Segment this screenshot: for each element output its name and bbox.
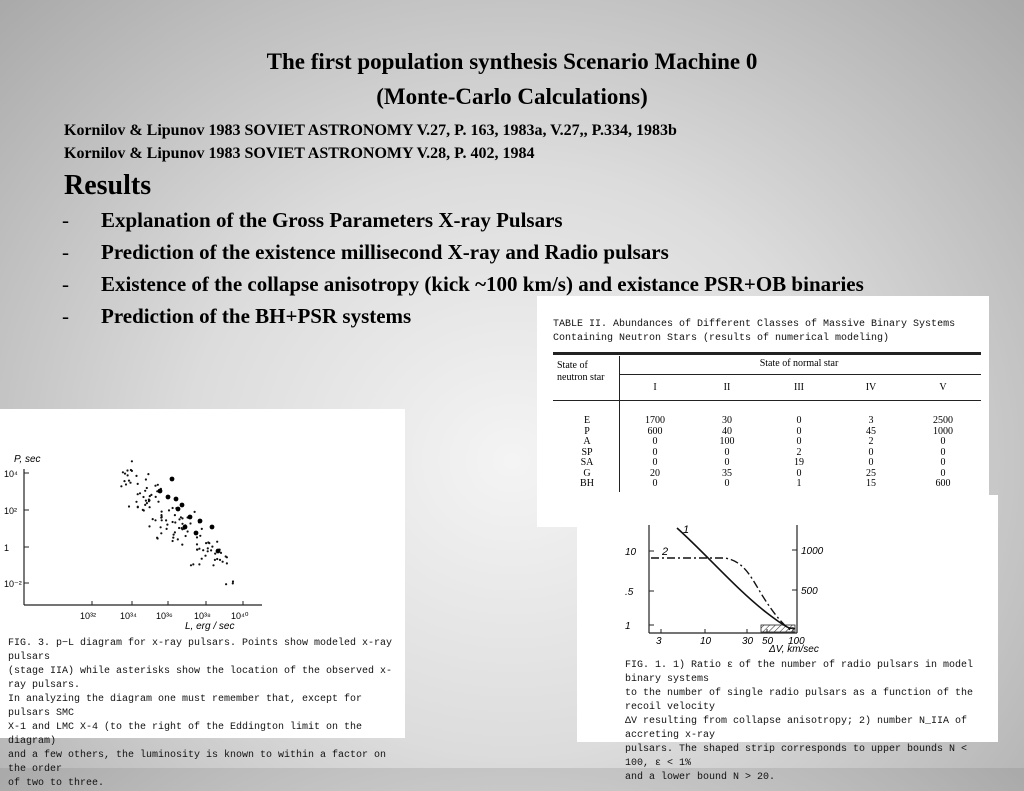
pl-caption-line: In analyzing the diagram one must remember that, except for pulsars SMC [8,694,363,719]
table-cell: 0 [652,436,658,447]
bullet-dash: - [62,272,69,296]
table-cell: 35 [722,467,732,479]
kick-x-tick-label: 30 [742,636,754,647]
pl-observed-pulsar [180,503,185,508]
pl-model-point [146,502,148,504]
table-cell: 2 [868,436,874,447]
pl-model-point [145,500,147,502]
pl-model-point [160,514,162,516]
pl-model-point [201,558,203,560]
bullet-dash: - [62,208,69,232]
pl-model-point [220,552,222,554]
table-cell: 0 [940,446,946,458]
pl-model-point [160,517,162,519]
pl-model-point [232,580,234,582]
table-row-label: G [583,467,591,479]
slide-title-line-1: The first population synthesis Scenario Machine 0 [266,49,758,74]
kick-left-tick-label: 1 [625,621,631,632]
kick-curve-label-2: 2 [662,546,669,558]
reference-1: Kornilov & Lipunov 1983 SOVIET ASTRONOMY V.27, P. 163, 1983a, V.27,, P.334, 1983b [64,122,677,139]
pl-model-point [204,555,206,557]
pl-model-point [194,511,196,513]
bullet-text: Existence of the collapse anisotropy (kick ~100 km/s) and existance PSR+OB binaries [101,272,864,296]
pl-diagram [0,409,405,634]
pl-model-point [129,482,131,484]
table-column-header: V [939,382,947,393]
table-cell: 0 [940,467,946,479]
table-cell: 0 [868,457,874,468]
results-list-item [62,242,952,263]
kick-x-tick-label: 50 [762,636,774,647]
pl-model-point [172,540,174,542]
table-cell: 3 [868,415,874,426]
kick-caption-line: and a lower bound N > 20. [625,772,776,783]
bullet-dash: - [62,240,69,264]
kick-left-tick-label: .5 [625,587,634,598]
table-cell: 0 [868,446,874,458]
pl-model-point [144,504,146,506]
pl-model-point [178,518,180,520]
pl-observed-pulsar [176,507,181,512]
column-group-header: State of normal star [759,358,839,369]
table-cell: 0 [724,457,730,468]
pl-model-point [137,506,139,508]
pl-model-point [161,519,163,521]
table-caption: TABLE II. Abundances of Different Classes of Massive Binary Systems Containing Neutron Stars (results of numerical modeling) [553,319,956,344]
pl-model-point [181,523,183,525]
pl-model-point [226,562,228,564]
kick-right-tick-label: 500 [801,586,818,597]
table-cell: 19 [794,457,804,468]
pl-model-point [166,524,168,526]
pl-y-tick-label: 1 [4,543,10,553]
pl-model-point [199,535,201,537]
pl-model-point [205,542,207,544]
table-column-header: III [794,382,804,393]
pl-model-point [148,500,150,502]
pl-model-point [160,526,162,528]
results-list-item [62,274,952,295]
pl-model-point [192,563,194,565]
pl-observed-pulsar [194,531,199,536]
reference-2: Kornilov & Lipunov 1983 SOVIET ASTRONOMY V.28, P. 402, 1984 [64,145,535,162]
pl-model-point [146,487,148,489]
kick-caption [625,659,995,785]
pl-caption-line: FIG. 3. p−L diagram for x-ray pulsars. Points show modeled x-ray pulsars [8,638,393,663]
pl-observed-pulsar [198,519,203,524]
pl-observed-pulsar [183,525,188,530]
pl-y-axis-label: P, sec [14,454,41,465]
pl-x-tick-label: 10⁴⁰ [231,611,249,621]
pl-model-point [168,509,170,511]
table-cell: 1 [796,478,802,489]
pl-model-point [172,507,174,509]
pl-model-point [135,501,137,503]
pl-model-point [181,517,183,519]
pl-observed-pulsar [166,495,171,500]
pl-model-point [174,531,176,533]
table-cell: 100 [719,436,735,447]
kick-x-tick-label: 10 [700,636,712,647]
pl-model-point [212,564,214,566]
table-column-header: IV [865,382,877,393]
pl-x-axis-label: L, erg / sec [185,621,235,632]
kick-left-tick-label: 10 [625,547,637,558]
pl-model-point [125,483,127,485]
table-column-header: I [653,382,657,393]
pl-model-point [122,471,124,473]
bullet-dash: - [62,304,69,328]
table-figure [537,296,989,527]
table-cell: 0 [796,467,802,479]
pl-caption-line: of two to three. [8,778,105,789]
pl-model-point [225,583,227,585]
table-row-label: A [583,436,591,447]
table-cell: 2 [796,446,802,458]
table-cell: 0 [652,457,658,468]
results-heading: Results [64,170,152,201]
bullet-text: Prediction of the existence millisecond X-ray and Radio pulsars [101,240,669,264]
pl-model-point [210,549,212,551]
kick-caption-line: FIG. 1. 1) Ratio ε of the number of radio pulsars in model binary systems [625,660,974,685]
pl-model-point [189,522,191,524]
pl-model-point [128,480,130,482]
pl-model-point [196,543,198,545]
pl-model-point [201,528,203,530]
table-cell: 0 [796,425,802,437]
table-cell: 0 [652,478,658,489]
pl-model-point [147,473,149,475]
pl-model-point [145,478,147,480]
pl-model-point [174,514,176,516]
table-cell: 0 [724,478,730,489]
pl-model-point [214,553,216,555]
pl-observed-pulsar [158,489,163,494]
pl-model-point [181,544,183,546]
pl-model-point [207,547,209,549]
pl-model-point [211,546,213,548]
pl-caption [8,637,403,791]
bullet-text: Explanation of the Gross Parameters X-ray Pulsars [101,208,563,232]
pl-x-tick-label: 10³⁸ [194,611,211,621]
pl-model-point [154,485,156,487]
pl-y-tick-label: 10⁴ [4,469,18,479]
pl-model-point [155,496,157,498]
pl-model-point [216,541,218,543]
table-cell: 20 [650,467,660,479]
pl-observed-pulsar [210,525,215,530]
kick-velocity-diagram [577,495,998,655]
kick-curve-2 [651,558,792,631]
kick-x-axis-label: ΔV, km/sec [769,644,819,655]
kick-x-tick-label: 3 [656,636,662,647]
pl-model-point [225,555,227,557]
kick-curve-label-1: 1 [683,524,690,536]
pl-model-point [144,490,146,492]
pl-y-tick-label: 10⁻² [4,579,22,589]
kick-right-tick-label: 1000 [801,546,824,557]
pl-model-point [166,528,168,530]
pl-model-point [196,549,198,551]
pl-model-point [149,506,151,508]
pl-model-point [148,525,150,527]
pl-model-point [222,561,224,563]
pl-model-point [172,521,174,523]
pl-model-point [149,495,151,497]
results-list-item [62,210,952,231]
pl-model-point [165,519,167,521]
pl-caption-line: X-1 and LMC X-4 (to the right of the Eddington limit on the diagram) [8,722,363,747]
table-row-label: SP [581,446,593,458]
table-cell: 15 [866,478,876,489]
pl-model-point [120,485,122,487]
table-cell: 1000 [933,425,953,437]
table-cell: 600 [935,478,951,489]
pl-model-point [207,550,209,552]
table-cell: 45 [866,425,876,437]
pl-observed-pulsar [170,477,175,482]
pl-model-point [137,483,139,485]
slide-title-line-2: (Monte-Carlo Calculations) [376,84,648,109]
pl-model-point [161,511,163,513]
pl-model-point [177,538,179,540]
pl-points [120,460,234,585]
pl-observed-pulsar [188,515,193,520]
pl-y-tick-label: 10² [4,506,18,516]
pl-caption-line: (stage IIA) while asterisks show the location of the observed x-ray pulsars. [8,666,393,691]
pl-model-point [131,460,133,462]
table-cell: 0 [940,457,946,468]
table-cell: 40 [722,425,732,437]
pl-model-point [198,563,200,565]
pl-model-point [139,492,141,494]
table-row-label: E [583,415,591,426]
pl-model-point [219,559,221,561]
pl-model-point [202,549,204,551]
table-cell: 0 [652,446,658,458]
pl-model-point [123,480,125,482]
pl-model-point [124,473,126,475]
pl-model-point [232,582,234,584]
kick-caption-line: ΔV resulting from collapse anisotropy; 2) number N_IIA of accreting x-ray [625,716,968,741]
pl-model-point [152,518,154,520]
pl-model-point [142,509,144,511]
pl-model-point [127,474,129,476]
pl-model-point [160,532,162,534]
pl-observed-pulsar [174,497,179,502]
table-cell: 600 [647,425,663,437]
pl-caption-line: and a few others, the luminosity is known to within a factor on the order [8,750,387,775]
table-cell: 0 [796,436,802,447]
table-row-label: BH [580,478,594,489]
pl-model-point [172,537,174,539]
table-cell: 0 [940,436,946,447]
pl-x-tick-label: 10³⁴ [120,611,137,621]
pl-model-point [156,537,158,539]
pl-observed-pulsar [216,549,221,554]
table-cell: 30 [722,415,732,426]
pl-model-point [126,469,128,471]
table-cell: 1700 [645,415,665,426]
table-row-label: P [584,425,590,437]
table-row-label: SA [580,457,594,468]
pl-model-point [137,493,139,495]
pl-x-tick-label: 10³⁶ [156,611,173,621]
kick-x-tick-label: 100 [788,636,805,647]
pl-diagram-figure [0,409,405,789]
pl-model-point [185,535,187,537]
table-cell: 25 [866,467,876,479]
pl-model-point [198,548,200,550]
pl-model-point [128,505,130,507]
pl-model-point [157,484,159,486]
bullet-text: Prediction of the BH+PSR systems [101,304,412,328]
pl-model-point [216,558,218,560]
kick-caption-line: pulsars. The shaped strip corresponds to upper bounds N < 100, ε < 1% [625,744,968,769]
table-cell: 0 [724,446,730,458]
kick-caption-line: to the number of single radio pulsars as a function of the recoil velocity [625,688,974,713]
row-header-label: State of neutron star [557,360,605,383]
pl-model-point [142,496,144,498]
table-cell: 2500 [933,415,953,426]
pl-model-point [154,519,156,521]
pl-model-point [131,470,133,472]
pl-model-point [207,541,209,543]
pl-model-point [157,501,159,503]
kick-velocity-figure [577,495,998,783]
table-column-header: II [723,382,731,393]
pl-model-point [178,527,180,529]
pl-model-point [214,559,216,561]
pl-model-point [135,475,137,477]
pl-model-point [187,530,189,532]
table-cell: 0 [796,415,802,426]
pl-x-tick-label: 10³² [80,611,97,621]
kick-curve-1 [677,528,795,629]
pl-model-point [196,536,198,538]
pl-model-point [190,564,192,566]
pl-model-point [173,534,175,536]
pl-model-point [174,521,176,523]
